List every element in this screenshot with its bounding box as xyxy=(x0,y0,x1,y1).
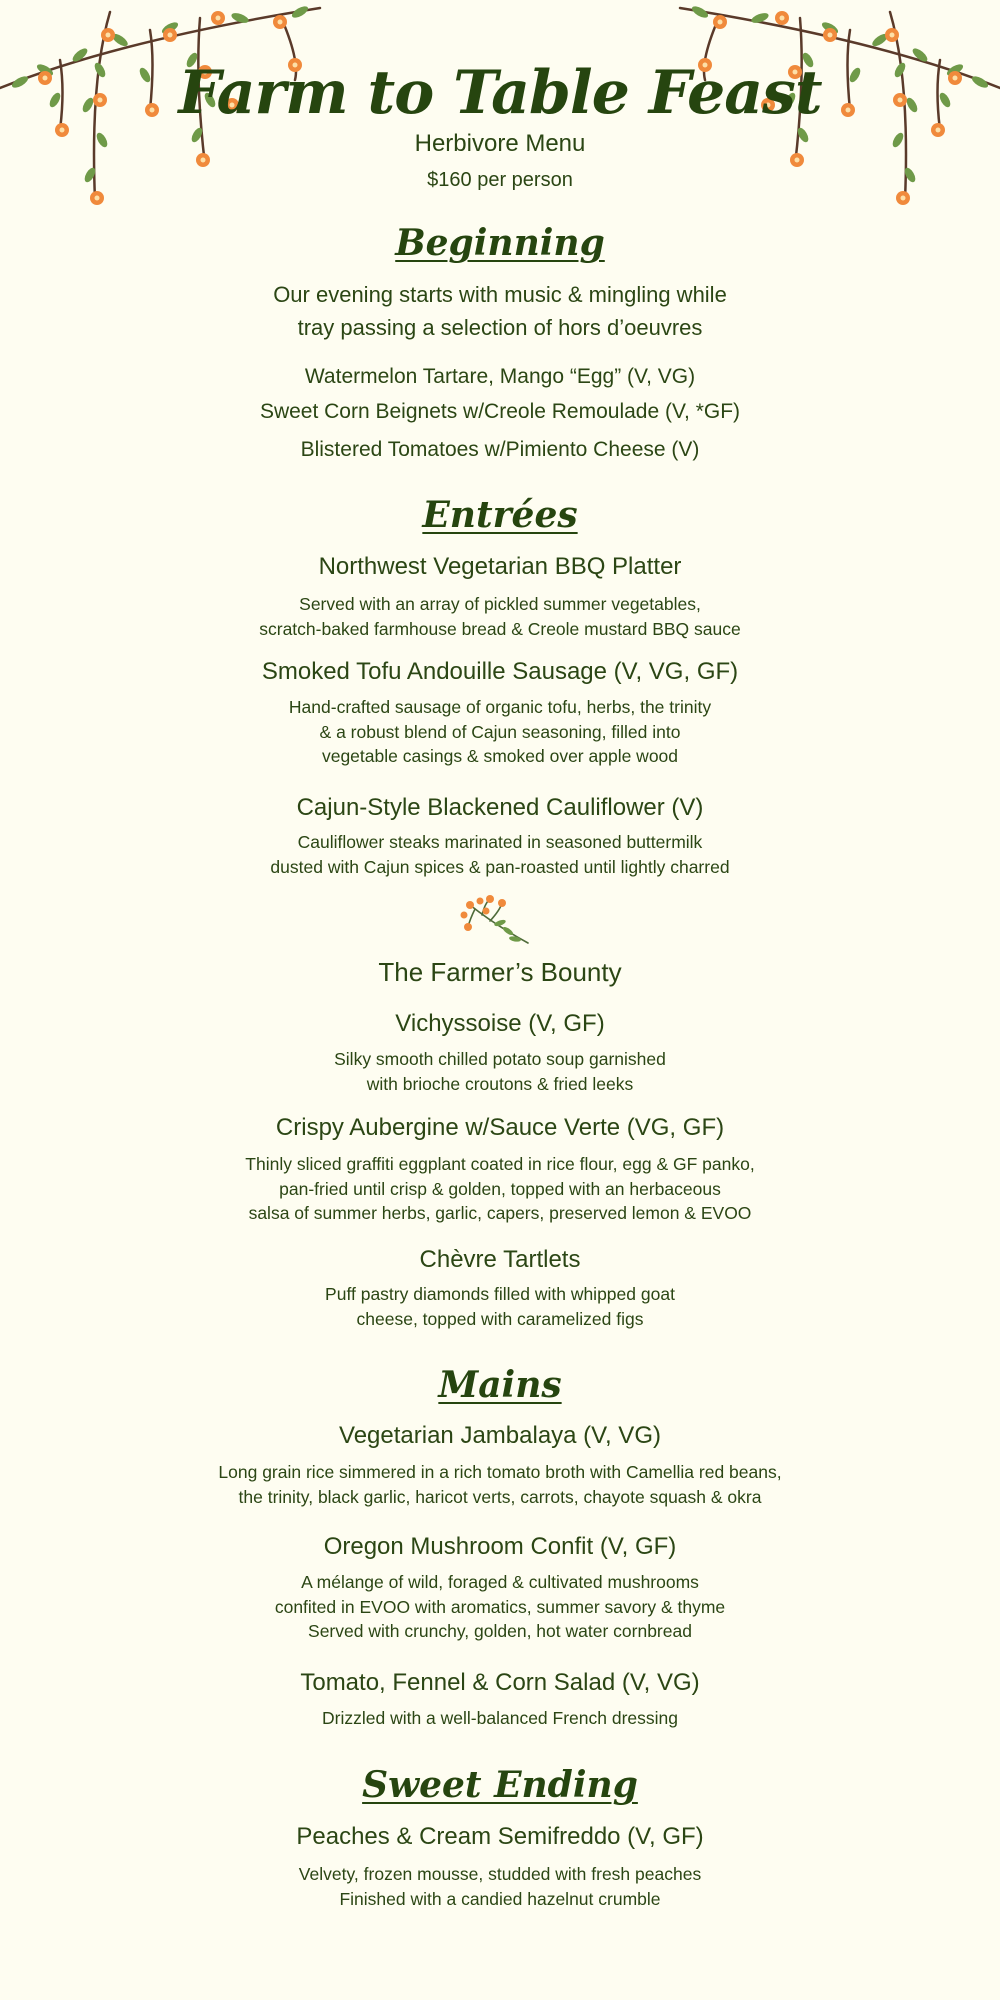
desc-line: Served with crunchy, golden, hot water cornbread xyxy=(308,1621,692,1641)
desc-line: salsa of summer herbs, garlic, capers, preserved lemon & EVOO xyxy=(248,1203,752,1223)
section-heading-beginning: Beginning xyxy=(395,222,605,264)
hors-item: Blistered Tomatoes w/Pimiento Cheese (V) xyxy=(300,438,700,461)
desc-line: A mélange of wild, foraged & cultivated mushrooms xyxy=(301,1572,699,1592)
menu-item-desc xyxy=(0,1282,1000,1331)
desc-line: the trinity, black garlic, haricot verts, carrots, chayote squash & okra xyxy=(238,1486,762,1507)
desc-line: with brioche croutons & fried leeks xyxy=(366,1073,634,1094)
flower-sprig-icon xyxy=(460,895,532,945)
menu-item-name: Tomato, Fennel & Corn Salad (V, VG) xyxy=(300,1669,700,1696)
menu-item-name: Vichyssoise (V, GF) xyxy=(395,1010,605,1037)
desc-line: & a robust blend of Cajun seasoning, filled into xyxy=(319,721,681,742)
menu-item-name: Peaches & Cream Semifreddo (V, GF) xyxy=(296,1823,704,1850)
intro-line: Our evening starts with music & mingling while xyxy=(273,282,727,307)
menu-item-desc xyxy=(0,1460,1000,1509)
menu-item-name: Smoked Tofu Andouille Sausage (V, VG, GF) xyxy=(261,658,739,685)
section-heading-bounty: The Farmer’s Bounty xyxy=(378,957,622,987)
section-heading-mains: Mains xyxy=(438,1364,562,1406)
desc-line: Thinly sliced graffiti eggplant coated in rice flour, egg & GF panko, xyxy=(245,1154,755,1174)
menu-item-name: Chèvre Tartlets xyxy=(419,1246,581,1273)
desc-line: Hand-crafted sausage of organic tofu, herbs, the trinity xyxy=(288,697,712,717)
menu-item-name: Vegetarian Jambalaya (V, VG) xyxy=(339,1422,661,1449)
desc-line: Long grain rice simmered in a rich tomato broth with Camellia red beans, xyxy=(218,1462,782,1482)
section-heading-entrees: Entrées xyxy=(422,494,578,536)
hors-item: Watermelon Tartare, Mango “Egg” (V, VG) xyxy=(304,365,696,388)
menu-item-desc xyxy=(0,1047,1000,1096)
desc-line: Finished with a candied hazelnut crumble xyxy=(339,1888,661,1909)
menu-item-name: Cajun-Style Blackened Cauliflower (V) xyxy=(296,794,704,821)
desc-line: pan-fried until crisp & golden, topped with an herbaceous xyxy=(279,1178,721,1199)
desc-line: Cauliflower steaks marinated in seasoned buttermilk xyxy=(297,832,703,852)
desc-line: confited in EVOO with aromatics, summer savory & thyme xyxy=(274,1596,726,1617)
menu-item-name: Crispy Aubergine w/Sauce Verte (VG, GF) xyxy=(275,1114,725,1141)
menu-item-name: Northwest Vegetarian BBQ Platter xyxy=(318,553,682,580)
menu-item-name: Oregon Mushroom Confit (V, GF) xyxy=(323,1533,677,1560)
menu-item-desc xyxy=(0,1152,1000,1226)
hors-item: Sweet Corn Beignets w/Creole Remoulade (V, *GF) xyxy=(259,400,741,423)
desc-line: Silky smooth chilled potato soup garnished xyxy=(334,1049,666,1069)
desc-line: vegetable casings & smoked over apple wood xyxy=(321,746,679,766)
menu-item-desc xyxy=(0,695,1000,769)
menu-title: Farm to Table Feast xyxy=(178,58,822,128)
menu-item-desc xyxy=(0,1570,1000,1644)
menu-price: $160 per person xyxy=(427,169,573,191)
desc-line: Drizzled with a well-balanced French dressing xyxy=(322,1708,678,1728)
beginning-intro xyxy=(0,278,1000,344)
menu-subtitle: Herbivore Menu xyxy=(414,130,586,157)
desc-line: scratch-baked farmhouse bread & Creole mustard BBQ sauce xyxy=(259,618,741,639)
menu-item-desc xyxy=(0,592,1000,641)
intro-line: tray passing a selection of hors d’oeuvres xyxy=(297,315,703,340)
menu-item-desc xyxy=(0,1862,1000,1911)
menu-item-desc xyxy=(0,1706,1000,1731)
desc-line: Puff pastry diamonds filled with whipped goat xyxy=(325,1284,675,1304)
section-heading-sweet: Sweet Ending xyxy=(362,1764,638,1806)
desc-line: dusted with Cajun spices & pan-roasted until lightly charred xyxy=(270,856,730,877)
desc-line: cheese, topped with caramelized figs xyxy=(356,1308,644,1329)
desc-line: Served with an array of pickled summer vegetables, xyxy=(299,594,701,614)
menu-item-desc xyxy=(0,830,1000,879)
desc-line: Velvety, frozen mousse, studded with fresh peaches xyxy=(298,1864,702,1884)
